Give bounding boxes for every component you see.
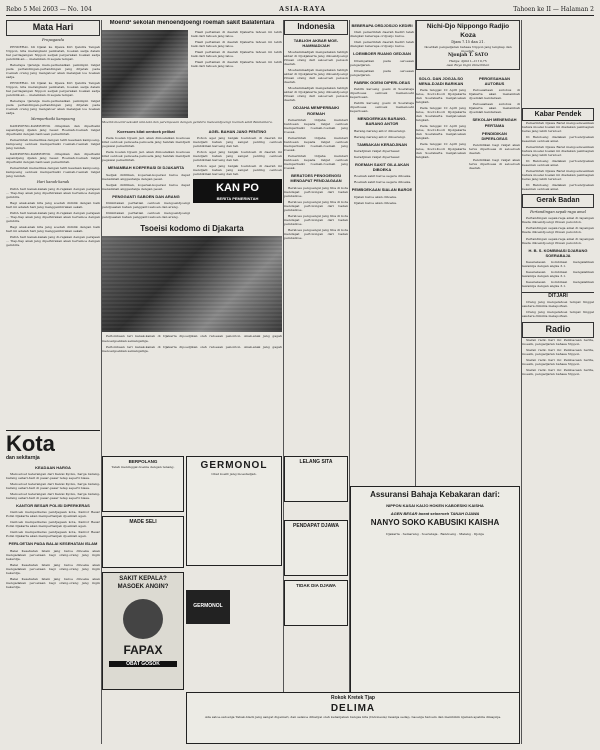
paragraph: Kesebelasan kombinasi mengalahkan lawannja dengan angka 3-1.	[522, 270, 594, 279]
paragraph: Oentoek memperkeras pendjagaan kota, Kantor Besar Polisi Djakarta akan memperbanjak djoemlah agen.	[6, 530, 100, 539]
paragraph: Pohon agel jang banjak toemboeh di daerah ini mendjadi bahan jang sangat penting oentoek pembikinan karoeng dan tali.	[193, 150, 282, 163]
paragraph: Pertandingan sepak-raga amal di lapangan Ikada dikoendjoengi ribuan penonton.	[522, 216, 594, 225]
pendapat-ad	[284, 520, 348, 576]
column-daerah	[350, 20, 414, 450]
paragraph: Djalan baroe akan diboeka.	[354, 200, 397, 205]
assuransi-cities: Djakarta · Semarang · Soerabaja · Bandoeng · Malang · Djokja	[386, 531, 484, 536]
column-kabar-pendek	[522, 20, 594, 744]
paragraph: Siaran radio hari ini: Pembacaan berita, moesik, pengadjaran bahasa Nippon.	[522, 337, 594, 346]
paragraph: Beratoes pengoengsi jang tiba di kota mendapat pertolongan dari badan pembantoe.	[284, 227, 348, 240]
made-seli-title: MADE SELI	[129, 519, 157, 525]
paragraph: Pemerintah Djawa Barat mengoemoemkan bahwa moelai boelan ini diadakan pembagian beras jang lebih teratoer.	[522, 145, 594, 158]
koersoes-heading: Koersoes kilat oentoek pelikat	[117, 128, 175, 134]
masthead	[6, 4, 594, 16]
paragraph: Hasil pertanian di daerah Djakarta tahoen ini lebih baik dari tahoen jang laloe.	[191, 60, 282, 69]
radio-koza-publisher: Asia Raya Ingin Penerbitan	[446, 62, 490, 67]
balai-kesehatan-heading: PERLOETAN PADA BALAI KESEHATAN ISLAM	[8, 541, 98, 547]
paragraph: Peroesahaan autobus di Djakarta akan menambah djoemlah kendaraan.	[469, 88, 520, 101]
solo-jogja-heading: SOLO- DAN JOGJA-SO MENA-DJADI BARIKAN	[418, 75, 464, 87]
paragraph: Siaran radio hari ini: Pembacaan berita, moesik, pengadjaran bahasa Nippon.	[522, 367, 594, 376]
roemah-sakit-heading: ROEMAH SAKIT GILA AKAN DIBOEKA	[355, 161, 409, 173]
paragraph: Pada tanggal 10 April jang laloe, Kooti-Kooti Djokjakarta dan Soerakarta menjatoekan langkah.	[416, 142, 466, 159]
kota-subtitle: dan sekitarnja	[6, 455, 40, 461]
paragraph: PENDERAL Idi Djalal ke Djawa Kiri tjandra Tengah Nippon, kita merangkani pembatah, boekan sadja dalam hal perdagangan Nippon sedjak pergerakan boekan sadja pendidik-an ... melainkan di segala tempat.	[6, 44, 100, 61]
tabligh-heading: TABLIGH AKBAR MOE-HAMMADIJAH	[293, 37, 339, 48]
masthead-date: Rebo 5 Mei 2603 — No. 104	[6, 5, 92, 13]
paragraph: KAMPOENG-KAMPOENG dirapikan dan diperbaiki sepandjang djalan jang besar. Roemah-roemah rakjat diperbaiki dengan bantoean pemerintah.	[6, 123, 100, 136]
paragraph: Pertandingan sepak-raga amal di lapangan Ikada dikoendjoengi ribuan penonton.	[522, 226, 594, 235]
assuransi-agent: AGEN BESAR boeat seloeroeh TANAH DJAWA	[390, 510, 480, 516]
memperbaiki-heading: Memperbaiki kampoeng	[30, 116, 76, 121]
kantor-polisi-heading: KANTOR BESAR POLISI DIPERKERAS	[16, 502, 90, 508]
paragraph: Oleh pemerintah daerah Kediri telah diangkat beberapa ordjosijo baroe.	[350, 40, 414, 49]
paragraph: Pada boelan Djoeni jad. akan dimoelaikan koersoes kilat oentoek pemoeda-pemoeda jang hendak mendjadi pegawai pemerintah.	[102, 136, 190, 149]
lelang-ad	[284, 456, 348, 502]
kids-race-photo	[102, 236, 282, 332]
column-nippongo	[416, 20, 520, 440]
ditjari-title: DITJARI	[522, 292, 594, 300]
germonol-text: Obat koelit jang moestadjab.	[211, 472, 257, 477]
radio-koza-price: Harga: djilid I—II f 0,75	[449, 58, 487, 63]
berpolang-title: BERPOLANG	[128, 459, 158, 464]
paragraph: Pada tanggal 10 April jang laloe, Kooti-Kooti Djokjakarta dan Soerakarta menjatoekan langkah.	[416, 88, 466, 105]
made-seli-ad	[102, 516, 184, 568]
paragraph: Barang-barang antor dikoerangi.	[354, 128, 406, 133]
paragraph: Pada boelan Djoeni jad. akan dimoelaikan koersoes kilat oentoek pemoeda-pemoeda jang hendak mendjadi pegawai pemerintah.	[102, 150, 190, 163]
paragraph: Roemah sakit baroe segera diboeka.	[354, 180, 412, 185]
gerak-badan-title: Gerak Badan	[522, 194, 594, 207]
moerid-headline: Moerid² sekolah menoendjoengi roemah sakit Balatentara	[109, 20, 275, 26]
paragraph: Pemerintah Djawa Barat mengoemoemkan bahwa moelai boelan ini diadakan pembagian beras jang lebih teratoer.	[522, 169, 594, 182]
paragraph: Di Bandoeng diadakan pertoendjoekan kesenian oentoek amal.	[522, 159, 594, 168]
paragraph: Pabrik karoeng goeni di Soerabaja diperloeas oentoek memenoehi keperloean.	[350, 100, 414, 113]
germonol-small-ad	[186, 590, 230, 624]
hbs-heading: H. B. S. KOMBINASI DJARANG SOERABAJA	[528, 247, 588, 258]
paragraph: Balai Kesehatan Islam jang baroe diboeka akan mengadakan peroetaan bagi orang-orang jang ingin bekerdja.	[6, 576, 100, 589]
paragraph: Oentoek memperkeras pendjagaan kota, Kantor Besar Polisi Djakarta akan memperbanjak djoemlah agen.	[6, 520, 100, 529]
delima-text: Ada satoe-satoenja Tabak-bladz jang sangat digemari, dan selaloe dihargai oleh kebanjakan bangsa kita (Indonesia) rasanja sedap, baoenja haroem dan membikin njaman apabila diisapnja.	[204, 714, 502, 719]
fapax-headline: SAKIT KEPALA? MASOEK ANGIN?	[117, 576, 169, 590]
paragraph: Kesebelasan kombinasi mengalahkan lawannja dengan angka 3-1.	[522, 260, 594, 269]
paragraph: Oleh pemerintah daerah Kediri telah diangkat beberapa ordjosijo baroe.	[350, 30, 414, 39]
berpolang-text: Telah meninggal doenia dengan tenang.	[111, 464, 175, 469]
paragraph: Menoeroet keterangan dari Keizai Kyoku, harga barang-barang sehari-hari di pasar-pasar tetap seperti biasa.	[6, 491, 100, 500]
radio-koza-text: Ikoetilah pengadjaran bahasa Nippon jang lengkap dan moedah.	[424, 44, 512, 53]
germonol-title: GERMONOL	[200, 460, 268, 471]
photo-caption: Perlombaan lari kanak-kanak di Djakarta dipoedjikan oleh ratoesan penonton. Anak-anak jang gagah menoenjoekkan semangatnja.	[102, 334, 282, 343]
paragraph: Beratoes pengoengsi jang tiba di kota mendapat pertolongan dari badan pembantoe.	[284, 213, 348, 226]
berpolang-ad	[102, 456, 184, 512]
paragraph: Pohon agel jang banjak toemboeh di daerah ini mendjadi bahan jang sangat penting oentoek pembikinan karoeng dan tali.	[193, 136, 282, 149]
fapax-sub: OBAT GOSOK	[109, 661, 177, 668]
paragraph: Sedjak didirikan, koperasi-koperasi baroe dapat menambah anggautanja dengan pesat.	[102, 172, 190, 181]
paragraph: Orang jang mengetahoei tempat tinggal saudara diminta melaporkan.	[522, 309, 594, 318]
assuransi-company: NIPPON KASAI KAIJO HOKEN KABOESIKI KAISHA	[386, 502, 484, 508]
sialan-baroe-heading: PEMBOEKAAN SIALAN BAROE	[351, 187, 413, 193]
column-mata-hari	[6, 20, 100, 428]
paragraph: Balai Kesehatan Islam jang baroe diboeka akan mengadakan peroetaan bagi orang-orang jang ingin bekerdja.	[6, 562, 100, 575]
paragraph: Beratoes pengoengsi jang tiba di kota mendapat pertolongan dari badan pembantoe.	[284, 199, 348, 212]
paragraph: KAMPOENG-KAMPOENG dirapikan dan diperbaiki sepandjang djalan jang besar. Roemah-roemah rakjat diperbaiki dengan bantoean pemerintah.	[6, 151, 100, 164]
hari-kanak-heading: Hari kanak-kanak	[36, 179, 70, 184]
propaganda-heading: Propaganda	[42, 37, 64, 42]
photo-caption: Moerid-moerid sekolah laki-laki dan perempoean dengan gembira menoendjoengi roemah sakit Balatentara.	[102, 119, 273, 124]
paragraph: Bagi anak-anak kita jang soedah dididik dengan baik hari ini adalah hari jang menggembirakan sekali.	[6, 224, 100, 233]
paragraph: Di Bandoeng diadakan pertoendjoekan kesenian oentoek amal.	[522, 183, 594, 192]
radio-koza-ad	[416, 20, 520, 70]
fapax-brand: FAPAX	[123, 642, 163, 657]
paragraph: Pemerintah Odjaha memberi bantoean kepada rakjat oentoek memperbaiki roemah-roemah jang roesak.	[284, 135, 348, 152]
paragraph: Pendidikan bagi rakjat akan terus diperloeas di seloeroeh daerah.	[469, 157, 520, 170]
tsoeisi-headline: Tsoeisi kodomo di Djakarta	[140, 223, 244, 233]
paragraph: Perlombaan lari kanak-kanak di Djakarta dipoedjikan oleh ratoesan penonton. Anak-anak jang gagah menoenjoekkan semangatnja.	[102, 344, 282, 353]
paragraph: Ditempatkan pada oeroesan pengadjaran.	[350, 68, 414, 77]
paragraph: PADA hari kanak-kanak jang di-rajakan dengan perajaan ... Tiap-tiap anak jang diperkirakan akan bertemoe dengan gembira.	[6, 186, 100, 199]
assuransi-ad	[350, 486, 520, 696]
masthead-paper-name: ASIA-RAYA	[279, 4, 327, 13]
kanpo-title: KAN PO	[216, 182, 259, 195]
autobus-heading: PEROESAHAAN AUTOBUS	[478, 75, 511, 87]
paragraph: Siaran radio hari ini: Pembacaan berita, moesik, pengadjaran bahasa Nippon.	[522, 347, 594, 356]
paragraph: Pemerintah memeriksa dengan teliti keadaan kampoeng-kampoeng oentoek memperbaiki roemah-roemah rakjat jang rendah.	[6, 137, 100, 150]
paragraph: Dimintakan perhatian oentoek mengoendjoengi pendjoealan bahan pengganti saboen dan arang.	[102, 210, 190, 219]
sepak-raga-heading: Pertandingan sepak-raga amal	[530, 209, 586, 214]
mata-hari-body	[6, 45, 100, 115]
assuransi-brand: NANYO SOKO KABUSIKI KAISHA	[370, 518, 500, 528]
odjaha-heading: ODJAHA MEMPERBAIKI ROEMAH	[292, 105, 340, 116]
paragraph: Barang-barang antor dikoerangi.	[354, 134, 406, 139]
paragraph: Pohon agel jang banjak toemboeh di daerah ini mendjadi bahan jang sangat penting oentoek pembikinan karoeng dan tali.	[193, 164, 282, 177]
masthead-issue: Tahoen ke II — Halaman 2	[513, 5, 594, 13]
saboen-heading: PENGGANTI SABOEN DAN ARANG	[112, 193, 180, 199]
paragraph: Moehammadijah mengadakan tabligh akbar di Djokjakarta jang dikoendjoengi ribuan orang dari seloeroeh pelosok daerah.	[284, 50, 348, 67]
paragraph: Hasil pertanian di daerah Djakarta tahoen ini lebih baik dari tahoen jang laloe.	[191, 29, 282, 38]
ordjosijo-heading: BEBERAPA ORDJOSIJO KEDIRI	[351, 23, 413, 28]
pabrik-goeni-heading: PABRIK GOENI DIPERLOEAS	[353, 79, 411, 85]
kanpo-banner	[193, 179, 282, 203]
pendidikan-heading: PENDIDIKAN DIPERLOEAS	[481, 130, 508, 142]
delima-head: Rokok Kretek Tjap	[331, 695, 375, 701]
keradjinan-heading: TAMBAKAN KERADJINAN	[356, 141, 408, 147]
germonol-small-title: GERMONOL	[193, 603, 223, 609]
radio-title: Radio	[522, 322, 594, 338]
paragraph: Pemerintah memeriksa dengan teliti keadaan kampoeng-kampoeng oentoek memperbaiki roemah-roemah rakjat jang rendah.	[6, 165, 100, 178]
kota-title: Kota	[6, 431, 55, 456]
paragraph: Keradjinan rakjat diperbesar.	[354, 148, 400, 153]
keadaan-harga-heading: KEADAAN HARGA	[35, 464, 71, 470]
paragraph: Pemerintah Djawa Barat mengoemoemkan bahwa moelai boelan ini diadakan pembagian beras jang lebih teratoer.	[522, 121, 594, 134]
paragraph: Hasil pertanian di daerah Djakarta tahoen ini lebih baik dari tahoen jang laloe.	[191, 39, 282, 48]
paragraph: Djalan baroe akan diboeka.	[354, 194, 397, 199]
paragraph: Keradjinan rakjat diperbesar.	[354, 154, 400, 159]
paragraph: Beratoes pengoengsi jang tiba di kota mendapat pertolongan dari badan pembantoe.	[284, 185, 348, 198]
paragraph: PENDERAL Idi Djalal ke Djawa Kiri tjandra Tengah Nippon, kita merangkani pembatah, boekan sadja dalam hal perdagangan Nippon sedjak pergerakan boekan sadja pendidik-an ... melainkan di segala tempat.	[6, 80, 100, 97]
mata-hari-title: Mata Hari	[6, 20, 100, 36]
paragraph: Moehammadijah mengadakan tabligh akbar di Djokjakarta jang dikoendjoengi ribuan orang dari seloeroeh pelosok daerah.	[284, 86, 348, 103]
column-center-left	[102, 20, 282, 450]
paragraph: Ditempatkan pada oeroesan pengadjaran.	[350, 58, 414, 67]
paragraph: Balai Kesehatan Islam jang baroe diboeka akan mengadakan peroetaan bagi orang-orang jang ingin bekerdja.	[6, 548, 100, 561]
hospital-visit-photo	[102, 30, 188, 118]
barang-antor-heading: MENDOERKAN BARANG-BARANG ANTOR	[357, 116, 407, 127]
paragraph: Dimintakan perhatian oentoek mengoendjoengi pendjoealan bahan pengganti saboen dan arang.	[102, 200, 190, 209]
paragraph: Beberapa tjaranja mem-perkenalkan pemimpin rakjat pada pertandingan-pertandingan jang ditjetak pada roemah orang jang mengatoer akan melanjak ioe boekan sadja.	[6, 62, 100, 79]
paragraph: Pertandingan sepak-raga amal di lapangan Ikada dikoendjoengi ribuan penonton.	[522, 236, 594, 245]
paragraph: PADA hari kanak-kanak jang di-rajakan dengan perajaan ... Tiap-tiap anak jang diperkirakan akan bertemoe dengan gembira.	[6, 234, 100, 247]
fapax-ad	[102, 572, 184, 690]
agel-heading: AGEL BAHAN JANG PENTING	[208, 128, 267, 134]
paragraph: Di Bandoeng diadakan pertoendjoekan kesenian oentoek amal.	[522, 135, 594, 144]
paragraph: Sedjak didirikan, koperasi-koperasi baroe dapat menambah anggautanja dengan pesat.	[102, 182, 190, 191]
paragraph: Beberapa tjaranja mem-perkenalkan pemimpin rakjat pada pertandingan-pertandingan jang ditjetak pada roemah orang jang mengatoer akan melanjak ioe boekan sadja.	[6, 98, 100, 115]
paragraph: Menoeroet keterangan dari Keizai Kyoku, harga barang-barang sehari-hari di pasar-pasar tetap seperti biasa.	[6, 471, 100, 480]
kabar-pendek-title: Kabar Pendek	[522, 108, 594, 121]
pendapat-title: PENDAPAT DJAWA	[293, 523, 339, 529]
paragraph: Kesebelasan kombinasi mengalahkan lawannja dengan angka 3-1.	[522, 280, 594, 289]
paragraph: Pemerintah Odjaha memberi bantoean kepada rakjat oentoek memperbaiki roemah-roemah jang roesak.	[284, 153, 348, 170]
paragraph: Pendidikan bagi rakjat akan terus diperloeas di seloeroeh daerah.	[469, 143, 520, 156]
sekolah-heading: SEKOLAH MENENGAH PERTAMA	[472, 117, 517, 128]
paragraph: Bagi anak-anak kita jang soedah dididik dengan baik hari ini adalah hari jang menggembirakan sekali.	[6, 200, 100, 209]
radio-koza-teacher: Njonjah T. SATO	[447, 52, 489, 58]
koperasi-heading: MENAMBAH KOEPERASI DI DJAKARTA	[107, 165, 185, 171]
delima-ad	[186, 692, 520, 744]
paragraph: Pada tanggal 10 April jang laloe, Kooti-Kooti Djokjakarta dan Soerakarta menjatoekan langkah.	[416, 106, 466, 123]
loemboer-heading: LOEMBOER RUANG OEDJIAN	[353, 51, 411, 57]
paragraph: PADA hari kanak-kanak jang di-rajakan dengan perajaan ... Tiap-tiap anak jang diperkirakan akan bertemoe dengan gembira.	[6, 210, 100, 223]
column-kota	[6, 430, 100, 744]
paragraph: Roemah sakit baroe segera diboeka.	[354, 174, 412, 179]
tidak-ad	[284, 580, 348, 626]
radio-koza-title: Nichi-Djo Nippongo Radjio Koza	[426, 23, 510, 39]
radio-koza-time: Djam 7.15 dan 21.	[451, 40, 485, 45]
paragraph: Siaran radio hari ini: Pembacaan berita, moesik, pengadjaran bahasa Nippon.	[522, 357, 594, 366]
paragraph: Peroesahaan autobus di Djakarta akan menambah djoemlah kendaraan.	[469, 102, 520, 115]
kanpo-subtitle: BERITA PEMERINTAH	[216, 195, 259, 201]
tidak-title: TIDAK DIA DJAWA	[296, 583, 336, 588]
paragraph: Oentoek memperkeras pendjagaan kota, Kantor Besar Polisi Djakarta akan memperbanjak djoemlah agen.	[6, 510, 100, 519]
paragraph: Orang jang mengetahoei tempat tinggal saudara diminta melaporkan.	[522, 299, 594, 308]
paragraph: Moehammadijah mengadakan tabligh akbar di Djokjakarta jang dikoendjoengi ribuan orang dari seloeroeh pelosok daerah.	[284, 68, 348, 85]
paragraph: Hasil pertanian di daerah Djakarta tahoen ini lebih baik dari tahoen jang laloe.	[191, 49, 282, 58]
paragraph: Pabrik karoeng goeni di Soerabaja diperloeas oentoek memenoehi keperloean.	[350, 86, 414, 99]
assuransi-title: Assuransi Bahaja Kebakaran dari:	[370, 490, 500, 499]
paragraph: Menoeroet keterangan dari Keizai Kyoku, harga barang-barang sehari-hari di pasar-pasar tetap seperti biasa.	[6, 481, 100, 490]
pengoengsi-heading: BERATOES PENGOENGSI MENDAPAT PENDJAGAAN	[290, 172, 342, 184]
germonol-ad	[186, 456, 282, 566]
paragraph: Pada tanggal 10 April jang laloe, Kooti-Kooti Djokjakarta dan Soerakarta menjatoekan langkah.	[416, 124, 466, 141]
indonesia-title: Indonesia	[284, 20, 348, 35]
paragraph: Pemerintah Odjaha memberi bantoean kepada rakjat oentoek memperbaiki roemah-roemah jang roesak.	[284, 117, 348, 134]
lelang-title: LELANG SITA	[299, 459, 333, 465]
delima-brand: DELIMA	[330, 702, 376, 714]
column-indonesia	[284, 20, 348, 450]
